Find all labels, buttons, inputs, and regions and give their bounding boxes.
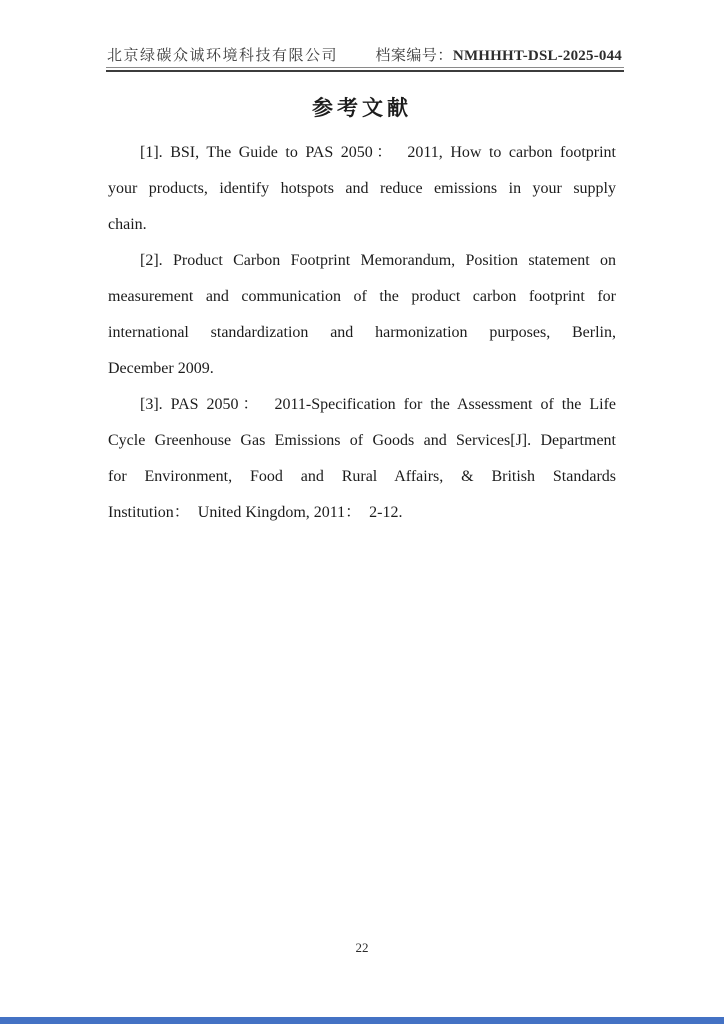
reference-entry bbox=[108, 135, 616, 243]
doc-number-label: 档案编号： bbox=[375, 48, 453, 64]
reference-line: [2]. Product Carbon Footprint Memorandum, Position statement on bbox=[140, 252, 616, 269]
references-list bbox=[108, 135, 616, 531]
reference-line: measurement and communication of the product carbon footprint for bbox=[108, 288, 616, 305]
reference-line: [1]. BSI, The Guide to PAS 2050： 2011, How to carbon footprint bbox=[140, 144, 616, 161]
reference-line: chain. bbox=[108, 216, 147, 233]
header-company-name: 北京绿碳众诚环境科技有限公司 bbox=[107, 48, 339, 64]
reference-line: December 2009. bbox=[108, 360, 214, 377]
reference-line: international standardization and harmonization purposes, Berlin, bbox=[108, 324, 616, 341]
bottom-accent-bar bbox=[0, 1017, 724, 1024]
reference-line: Institution： United Kingdom, 2011： 2-12. bbox=[108, 504, 403, 521]
header-rule bbox=[106, 67, 624, 72]
reference-line: your products, identify hotspots and reduce emissions in your supply bbox=[108, 180, 616, 197]
reference-entry bbox=[108, 387, 616, 531]
reference-line: [3]. PAS 2050： 2011-Specification for the Assessment of the Life bbox=[140, 396, 616, 413]
header-doc-number bbox=[375, 44, 622, 65]
page-header bbox=[107, 44, 622, 65]
page-number: 22 bbox=[355, 940, 369, 955]
reference-line: for Environment, Food and Rural Affairs, & British Standards bbox=[108, 468, 616, 485]
reference-line: Cycle Greenhouse Gas Emissions of Goods and Services[J]. Department bbox=[108, 432, 616, 449]
reference-entry bbox=[108, 243, 616, 387]
section-title: 参考文献 bbox=[312, 96, 412, 120]
doc-number-value: NMHHHT-DSL-2025-044 bbox=[452, 48, 622, 64]
